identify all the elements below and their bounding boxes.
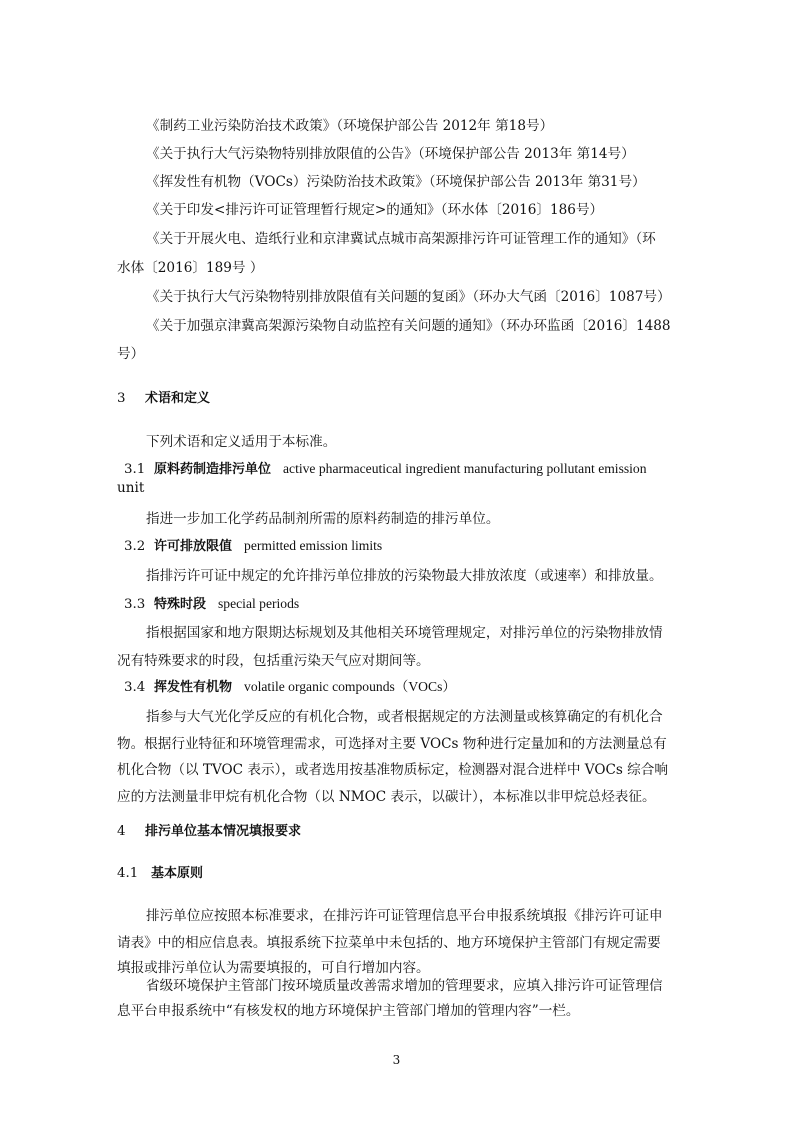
ref-line: 《关于加强京津冀高架源污染物自动监控有关问题的通知》（环办环监函〔2016〕1488 bbox=[146, 318, 671, 334]
term-name: 原料药制造排污单位 bbox=[154, 462, 272, 477]
term-heading-3-4 bbox=[124, 677, 456, 698]
page-number: 3 bbox=[392, 1053, 401, 1067]
term-definition-cont: 况有特殊要求的时段，包括重污染天气应对期间等。 bbox=[117, 653, 430, 669]
section-4-heading bbox=[117, 822, 301, 842]
term-definition: 指参与大气光化学反应的有机化合物，或者根据规定的方法测量或核算确定的有机化合 bbox=[146, 709, 663, 725]
term-number: 3.2 bbox=[124, 539, 146, 554]
ref-line-cont: 水体〔2016〕189号 ） bbox=[117, 260, 264, 276]
term-number: 3.4 bbox=[124, 680, 146, 695]
term-definition: 指排污许可证中规定的允许排污单位排放的污染物最大排放浓度（或速率）和排放量。 bbox=[146, 568, 663, 584]
ref-line: 《挥发性有机物（VOCs）污染防治技术政策》（环境保护部公告 2013年 第31号） bbox=[146, 174, 646, 190]
term-heading-3-2 bbox=[124, 536, 382, 557]
section-3-heading bbox=[117, 389, 210, 409]
term-english: special periods bbox=[218, 596, 300, 611]
paragraph-line: 填报或排污单位认为需要填报的，可自行增加内容。 bbox=[117, 960, 430, 976]
term-definition: 指进一步加工化学药品制剂所需的原料药制造的排污单位。 bbox=[146, 511, 500, 527]
ref-line: 《关于印发<排污许可证管理暂行规定>的通知》（环水体〔2016〕186号） bbox=[146, 202, 604, 218]
term-definition-cont: 物。根据行业特征和环境管理需求，可选择对主要 VOCs 物种进行定量加和的方法测量总有 bbox=[117, 736, 667, 752]
term-heading-3-3 bbox=[124, 594, 299, 615]
paragraph-line: 省级环境保护主管部门按环境质量改善需求增加的管理要求，应填入排污许可证管理信 bbox=[146, 978, 663, 994]
term-definition-cont: 应的方法测量非甲烷有机化合物（以 NMOC 表示，以碳计），本标准以非甲烷总烃表征。 bbox=[117, 789, 656, 805]
subsection-4-1-heading bbox=[117, 864, 203, 884]
term-definition-cont: 机化合物（以 TVOC 表示），或者选用按基准物质标定，检测器对混合进样中 VOCs 综合响 bbox=[117, 762, 668, 778]
term-english-cont: unit bbox=[117, 480, 145, 496]
ref-line: 《关于执行大气污染物特别排放限值有关问题的复函》（环办大气函〔2016〕1087号） bbox=[146, 289, 671, 305]
paragraph-line: 息平台申报系统中“有核发权的地方环境保护主管部门增加的管理内容”一栏。 bbox=[117, 1003, 580, 1019]
term-english: active pharmaceutical ingredient manufacturing pollutant emission bbox=[283, 461, 647, 476]
term-name: 许可排放限值 bbox=[154, 539, 233, 554]
term-english: volatile organic compounds（VOCs） bbox=[244, 679, 456, 694]
term-name: 挥发性有机物 bbox=[154, 680, 233, 695]
paragraph-line: 排污单位应按照本标准要求，在排污许可证管理信息平台申报系统填报《排污许可证申 bbox=[146, 908, 663, 924]
term-heading-3-1 bbox=[124, 459, 647, 480]
term-definition: 指根据国家和地方限期达标规划及其他相关环境管理规定，对排污单位的污染物排放情 bbox=[146, 625, 663, 641]
paragraph-line: 请表》中的相应信息表。填报系统下拉菜单中未包括的、地方环境保护主管部门有规定需要 bbox=[117, 935, 661, 951]
ref-line: 《制药工业污染防治技术政策》（环境保护部公告 2012年 第18号） bbox=[146, 118, 554, 134]
ref-line: 《关于执行大气污染物特别排放限值的公告》（环境保护部公告 2013年 第14号） bbox=[146, 146, 635, 162]
term-number: 3.1 bbox=[124, 462, 146, 477]
ref-line-cont: 号） bbox=[117, 346, 145, 362]
ref-line: 《关于开展火电、造纸行业和京津冀试点城市高架源排污许可证管理工作的通知》（环 bbox=[146, 231, 656, 247]
section-number: 4.1 bbox=[117, 866, 139, 881]
term-english: permitted emission limits bbox=[244, 538, 383, 553]
term-name: 特殊时段 bbox=[154, 597, 207, 612]
section-title: 排污单位基本情况填报要求 bbox=[145, 824, 302, 839]
term-number: 3.3 bbox=[124, 597, 146, 612]
section-number: 3 bbox=[117, 391, 126, 406]
section-title: 术语和定义 bbox=[145, 391, 211, 406]
section-3-intro: 下列术语和定义适用于本标准。 bbox=[146, 434, 337, 450]
section-number: 4 bbox=[117, 824, 126, 839]
section-title: 基本原则 bbox=[151, 866, 204, 881]
